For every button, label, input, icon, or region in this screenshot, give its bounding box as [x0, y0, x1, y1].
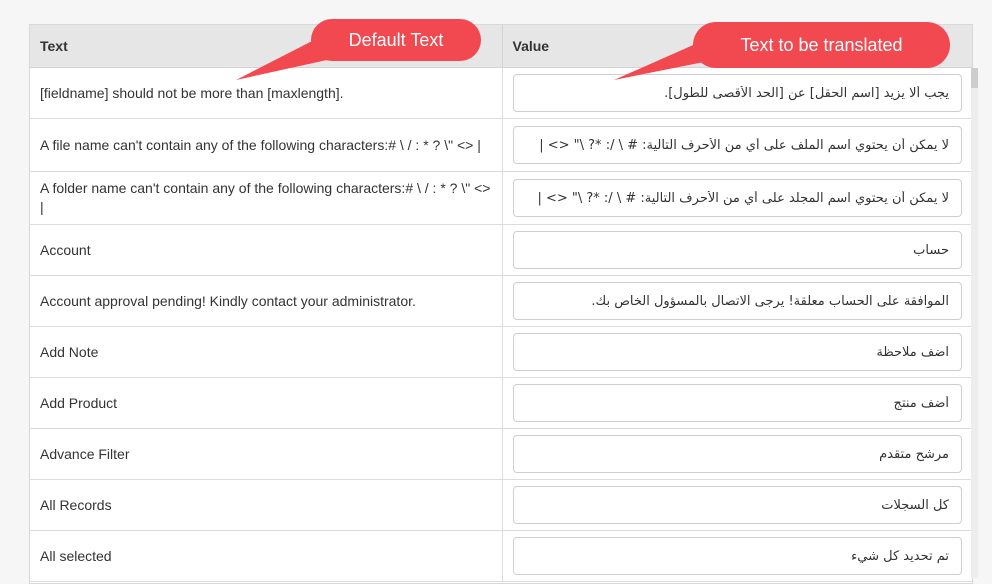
default-text-cell: Account — [30, 225, 502, 276]
translations-table — [30, 25, 972, 582]
default-text-callout — [311, 19, 481, 61]
default-text-cell: Add Note — [30, 327, 502, 378]
default-text-cell: Add Product — [30, 378, 502, 429]
value-cell — [502, 480, 972, 531]
value-cell — [502, 531, 972, 582]
vertical-scrollbar[interactable] — [971, 68, 978, 578]
table-row — [30, 531, 972, 582]
scrollbar-thumb[interactable] — [971, 68, 978, 88]
value-cell — [502, 327, 972, 378]
table-row — [30, 119, 972, 172]
table-row — [30, 327, 972, 378]
value-cell — [502, 276, 972, 327]
translate-callout-label: Text to be translated — [740, 34, 903, 55]
table-row — [30, 225, 972, 276]
value-cell — [502, 172, 972, 225]
translation-input[interactable] — [513, 435, 963, 473]
default-text-cell: All Records — [30, 480, 502, 531]
table-row — [30, 429, 972, 480]
translate-callout — [693, 22, 950, 68]
table-row — [30, 378, 972, 429]
column-header-text: Text — [30, 25, 502, 68]
value-cell — [502, 119, 972, 172]
translation-input[interactable] — [513, 282, 963, 320]
default-text-cell: A file name can't contain any of the following characters:# \ / : * ? \" <> | — [30, 119, 502, 172]
default-text-cell: Account approval pending! Kindly contact your administrator. — [30, 276, 502, 327]
translation-input[interactable] — [513, 486, 963, 524]
translation-input[interactable] — [513, 231, 963, 269]
value-cell — [502, 68, 972, 119]
translation-input[interactable] — [513, 74, 963, 112]
default-text-cell: A folder name can't contain any of the following characters:# \ / : * ? \" <> | — [30, 172, 502, 225]
translation-input[interactable] — [513, 126, 963, 164]
translations-panel — [29, 24, 973, 584]
value-cell — [502, 429, 972, 480]
column-header-value: Value — [502, 25, 972, 68]
translation-input[interactable] — [513, 179, 963, 217]
default-text-cell: Advance Filter — [30, 429, 502, 480]
value-cell — [502, 378, 972, 429]
value-cell — [502, 225, 972, 276]
table-row — [30, 172, 972, 225]
translation-input[interactable] — [513, 333, 963, 371]
table-row — [30, 68, 972, 119]
default-text-cell: [fieldname] should not be more than [maxlength]. — [30, 68, 502, 119]
translation-input[interactable] — [513, 384, 963, 422]
table-row — [30, 480, 972, 531]
table-row — [30, 276, 972, 327]
default-text-cell: All selected — [30, 531, 502, 582]
default-text-callout-label: Default Text — [348, 29, 444, 50]
translation-input[interactable] — [513, 537, 963, 575]
